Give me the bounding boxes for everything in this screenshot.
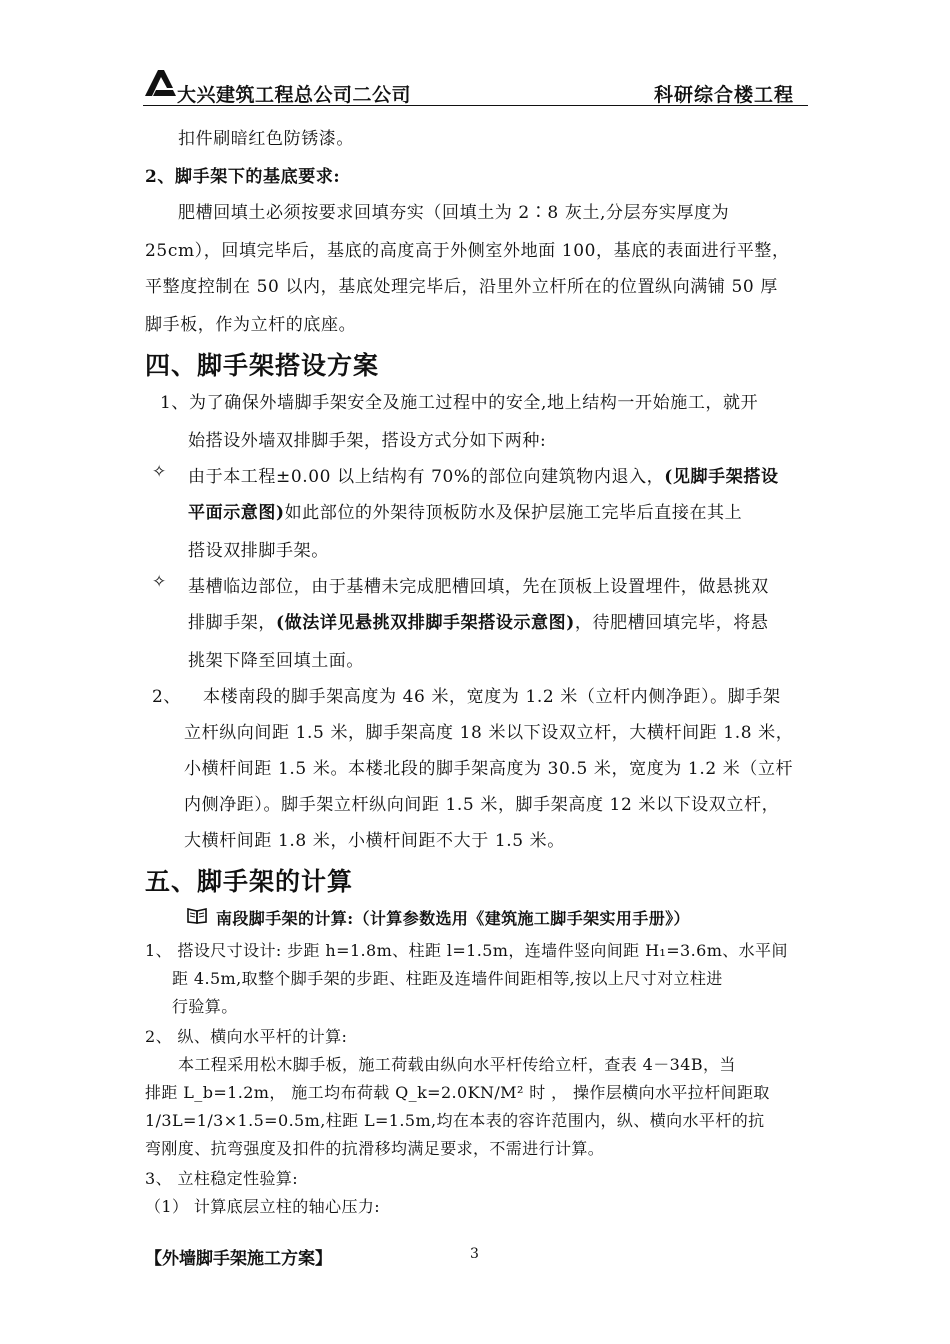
- paragraph-line: （1） 计算底层立柱的轴心压力:: [145, 1197, 381, 1216]
- paragraph-line: 1、 搭设尺寸设计: 步距 h=1.8m、柱距 l=1.5m，连墙件竖向间距 H₁=3.6m、水平间: [145, 941, 788, 960]
- paragraph-line: 始搭设外墙双排脚手架，搭设方式分如下两种:: [188, 431, 547, 451]
- bullet-line: 挑架下降至回填土面。: [188, 651, 364, 671]
- paragraph-line: 本工程采用松木脚手板，施工荷载由纵向水平杆传给立杆，查表 4－34B，当: [178, 1055, 736, 1074]
- bullet-line: 由于本工程±0.00 以上结构有 70%的部位向建筑物内退入，(见脚手架搭设: [188, 467, 779, 487]
- paragraph-line: 排距 L_b=1.2m， 施工均布荷载 Q_k=2.0KN/M² 时 ， 操作层横向水平拉杆间距取: [145, 1083, 770, 1102]
- bullet-line: 排脚手架，(做法详见悬挑双排脚手架搭设示意图)，待肥槽回填完毕，将悬: [188, 613, 769, 633]
- bullet-line: 平面示意图)如此部位的外架待顶板防水及保护层施工完毕后直接在其上: [188, 503, 743, 523]
- paragraph-line: 距 4.5m,取整个脚手架的步距、柱距及连墙件间距相等,按以上尺寸对立柱进: [172, 969, 723, 988]
- paragraph-line: 1/3L=1/3×1.5=0.5m,柱距 L=1.5m,均在本表的容许范围内，纵、横向水平杆的抗: [145, 1111, 765, 1130]
- paragraph-line: 脚手板，作为立杆的底座。: [145, 315, 357, 335]
- paragraph-line: 2、 纵、横向水平杆的计算:: [145, 1027, 348, 1046]
- section-heading-5: 五、脚手架的计算: [145, 867, 354, 896]
- paragraph-line: 立杆纵向间距 1.5 米，脚手架高度 18 米以下设双立杆，大横杆间距 1.8 米，: [184, 723, 794, 743]
- company-logo-icon: [143, 68, 177, 98]
- page-header: [143, 66, 808, 106]
- page-number: 3: [470, 1246, 479, 1262]
- bullet-line: 基槽临边部位，由于基槽未完成肥槽回填，先在顶板上设置埋件，做悬挑双: [188, 577, 769, 597]
- paragraph-line: 1、为了确保外墙脚手架安全及施工过程中的安全,地上结构一开始施工，就开: [160, 393, 759, 413]
- paragraph-line: 25cm），回填完毕后，基底的高度高于外侧室外地面 100，基底的表面进行平整，: [145, 241, 790, 261]
- paragraph-line: 本楼南段的脚手架高度为 46 米，宽度为 1.2 米（立杆内侧净距）。脚手架: [203, 687, 781, 707]
- paragraph-line: 内侧净距）。脚手架立杆纵向间距 1.5 米，脚手架高度 12 米以下设双立杆，: [184, 795, 780, 815]
- paragraph-line: 弯刚度、抗弯强度及扣件的抗滑移均满足要求，不需进行计算。: [145, 1139, 605, 1158]
- bullet-line: 搭设双排脚手架。: [188, 541, 329, 561]
- footer-document-title: 【外墙脚手架施工方案】: [145, 1249, 332, 1269]
- company-name: 大兴建筑工程总公司二公司: [177, 84, 412, 106]
- subheading-base-requirements: 2、脚手架下的基底要求:: [145, 167, 341, 187]
- paragraph-line: 行验算。: [172, 997, 238, 1016]
- list-number: 2、: [152, 687, 182, 707]
- diamond-bullet-icon: ✧: [152, 462, 167, 482]
- paragraph-line: 大横杆间距 1.8 米，小横杆间距不大于 1.5 米。: [184, 831, 565, 851]
- diamond-bullet-icon: ✧: [152, 572, 167, 592]
- paragraph-line: 平整度控制在 50 以内，基底处理完毕后，沿里外立杆所在的位置纵向满铺 50 厚: [145, 277, 778, 297]
- paragraph-line: 小横杆间距 1.5 米。本楼北段的脚手架高度为 30.5 米，宽度为 1.2 米（立杆: [184, 759, 794, 779]
- project-name: 科研综合楼工程: [653, 84, 794, 106]
- section-heading-4: 四、脚手架搭设方案: [145, 351, 380, 380]
- paragraph-line: 扣件刷暗红色防锈漆。: [178, 129, 354, 149]
- subheading-south-calc: 南段脚手架的计算:（计算参数选用《建筑施工脚手架实用手册》）: [216, 909, 690, 928]
- open-book-icon: [186, 908, 208, 924]
- paragraph-line: 肥槽回填土必须按要求回填夯实（回填土为 2∶8 灰土,分层夯实厚度为: [178, 203, 730, 223]
- header-rule: [143, 105, 808, 106]
- paragraph-line: 3、 立柱稳定性验算:: [145, 1169, 299, 1188]
